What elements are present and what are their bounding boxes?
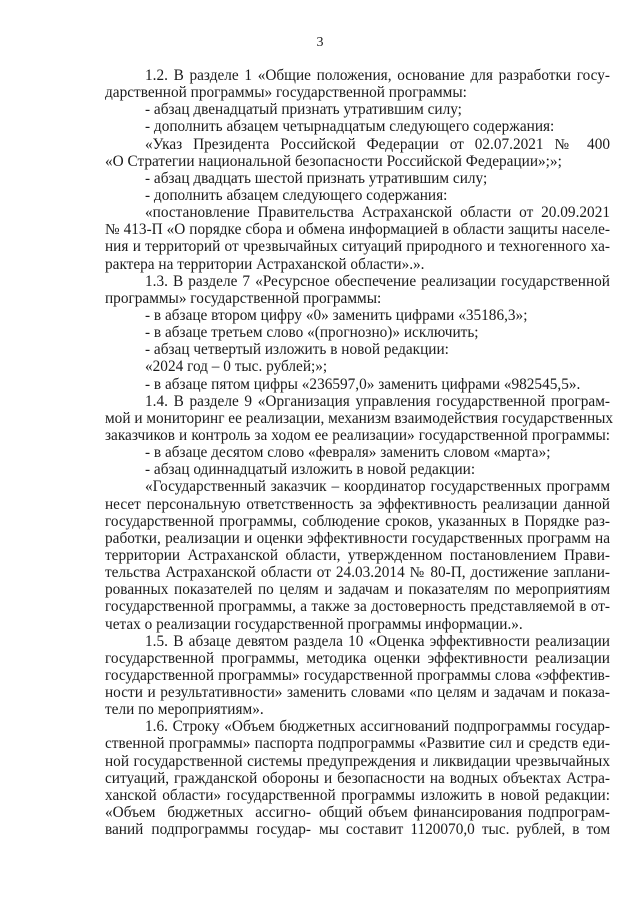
text-line: - абзац двадцать шестой признать утратившим силу; (145, 169, 488, 187)
text-line: 1.6. Строку «Объем бюджетных ассигнований подпрограммы государ- (145, 718, 610, 736)
text-line: четах о реализации государственной программы информации.». (105, 615, 523, 633)
text-line: - абзац одиннадцатый изложить в новой редакции: (145, 461, 476, 479)
text-line: работки, реализации и оценки эффективности государственных программ на (105, 529, 610, 547)
text-line: 1.4. В разделе 9 «Организация управления государственной програм- (145, 392, 610, 410)
table-row (105, 804, 610, 821)
text-line: 1.3. В разделе 7 «Ресурсное обеспечение реализации государственной (145, 272, 610, 290)
text-line: тельства Астраханской области от 24.03.2014 № 80-П, достижение заплани- (105, 564, 610, 582)
passport-table-fragment (105, 804, 610, 838)
text-line: - в абзаце втором цифру «0» заменить цифрами «35186,3»; (145, 306, 528, 324)
text-line: государственной программы, соблюдение сроков, указанных в Порядке раз- (105, 512, 610, 530)
text-line: - в абзаце пятом цифры «236597,0» заменить цифрами «982545,5». (145, 375, 581, 393)
text-line: № 413-П «О порядке сбора и обмена информацией в области защиты населе- (105, 221, 610, 239)
text-line: 1.5. В абзаце девятом раздела 10 «Оценка эффективности реализации (145, 632, 610, 650)
text-line: - абзац двенадцатый признать утратившим силу; (145, 101, 462, 119)
text-line: ния и территорий от чрезвычайных ситуаций природного и техногенного ха- (105, 238, 610, 256)
table-cell-label: «Объем бюджетных ассигно- (105, 804, 311, 822)
text-line: государственной программы, а также за достоверность представляемой в от- (105, 598, 610, 616)
text-line: - абзац четвертый изложить в новой редакции: (145, 341, 449, 359)
text-line: несет персональную ответственность за эффективность реализации данной (105, 495, 610, 513)
text-line: - дополнить абзацем следующего содержания: (145, 186, 448, 204)
text-line: программы» государственной программы: (105, 289, 382, 307)
text-line: ной государственной системы предупреждения и ликвидации чрезвычайных (105, 752, 610, 770)
text-line: - в абзаце третьем слово «(прогнозно)» исключить; (145, 324, 479, 342)
table-cell-label: ваний подпрограммы государ- (105, 821, 311, 839)
table-cell-value: мы составит 1120070,0 тыс. рублей, в том (319, 821, 610, 839)
text-line: государственной программы, методика оценки эффективности реализации (105, 649, 610, 667)
text-line: мой и мониторинг ее реализации, механизм взаимодействия государственных (105, 409, 614, 427)
document-body (105, 67, 614, 839)
text-line: «Государственный заказчик – координатор государственных программ (145, 478, 610, 496)
text-line: дарственной программы» государственной программы: (105, 84, 467, 102)
text-line: - в абзаце десятом слово «февраля» заменить словом «марта»; (145, 444, 551, 462)
text-line: рованных показателей по целям и задачам и показателям по мероприятиям (105, 581, 610, 599)
text-lines (105, 67, 614, 804)
text-line: ханской области» государственной программы изложить в новой редакции: (105, 786, 610, 804)
table-cell-value: общий объем финансирования подпрограм- (319, 804, 610, 822)
table-row (105, 821, 610, 838)
text-line: - дополнить абзацем четырнадцатым следующего содержания: (145, 118, 555, 136)
text-line: ственной программы» паспорта подпрограммы «Развитие сил и средств еди- (105, 735, 610, 753)
page-number: 3 (316, 35, 324, 50)
text-line: «О Стратегии национальной безопасности Российской Федерации»;»; (105, 152, 562, 170)
text-line: ситуаций, гражданской обороны и безопасности на водных объектах Астра- (105, 769, 610, 787)
text-line: заказчиков и контроль за ходом ее реализации» государственной программы: (105, 426, 610, 444)
text-line: ности и результативности» заменить словами «по целям и задачам и показа- (105, 684, 610, 702)
text-line: «постановление Правительства Астраханской области от 20.09.2021 (145, 204, 610, 222)
text-line: 1.2. В разделе 1 «Общие положения, основание для разработки госу- (145, 67, 610, 84)
text-line: рактера на территории Астраханской области».». (105, 255, 425, 273)
text-line: тели по мероприятиям». (105, 701, 264, 719)
text-line: территории Астраханской области, утвержденном постановлением Прави- (105, 546, 610, 564)
text-line: государственной программы» государственной программы слова «эффектив- (105, 666, 610, 684)
text-line: «2024 год – 0 тыс. рублей;»; (145, 358, 328, 376)
text-line: «Указ Президента Российской Федерации от 02.07.2021 № 400 (145, 135, 610, 153)
